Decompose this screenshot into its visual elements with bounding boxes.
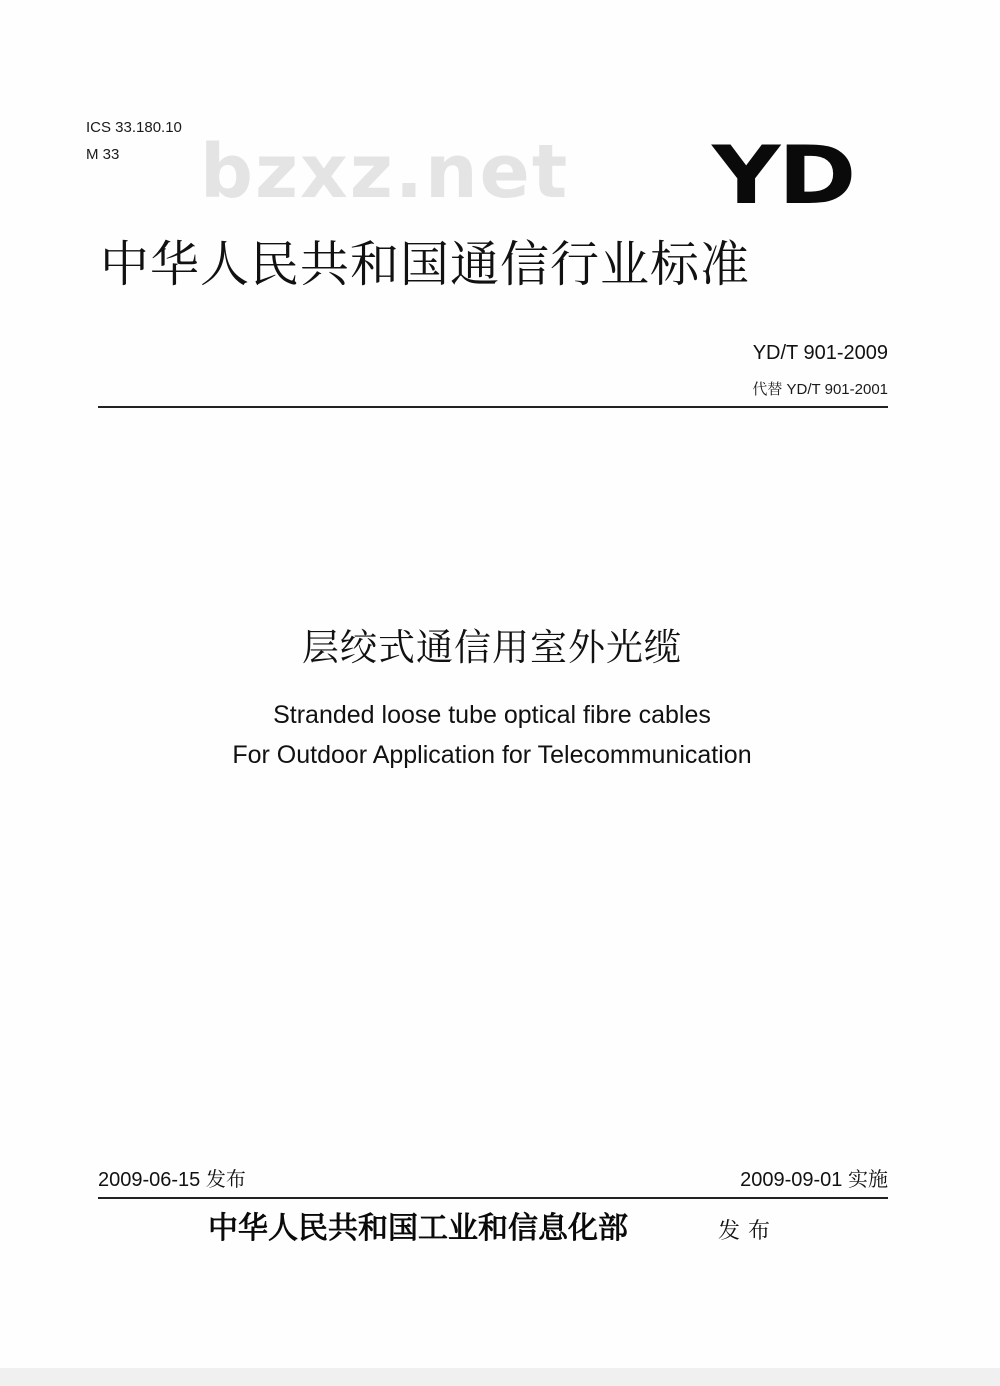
category-code: M 33 — [86, 146, 120, 163]
ics-code: ICS 33.180.10 — [86, 119, 182, 136]
top-divider — [98, 406, 888, 408]
standard-title: 中华人民共和国通信行业标准 — [100, 236, 751, 293]
bottom-divider — [98, 1197, 888, 1199]
document-name-cn: 层绞式通信用室外光缆 — [302, 626, 682, 669]
page-bottom-edge — [0, 1368, 1000, 1386]
document-name-en-line2: For Outdoor Application for Telecommunication — [232, 741, 752, 769]
issuer-suffix: 发布 — [718, 1218, 779, 1243]
issuer: 中华人民共和国工业和信息化部 — [208, 1211, 628, 1246]
issue-date: 2009-06-15 发布 — [98, 1169, 246, 1191]
replaces-standard: 代替 YD/T 901-2001 — [752, 381, 888, 398]
watermark: bzxz.net — [200, 129, 570, 215]
yd-logo: YD — [712, 129, 855, 222]
standard-number: YD/T 901-2009 — [752, 342, 888, 364]
implementation-date: 2009-09-01 实施 — [740, 1169, 888, 1191]
document-name-en-line1: Stranded loose tube optical fibre cables — [273, 701, 711, 729]
